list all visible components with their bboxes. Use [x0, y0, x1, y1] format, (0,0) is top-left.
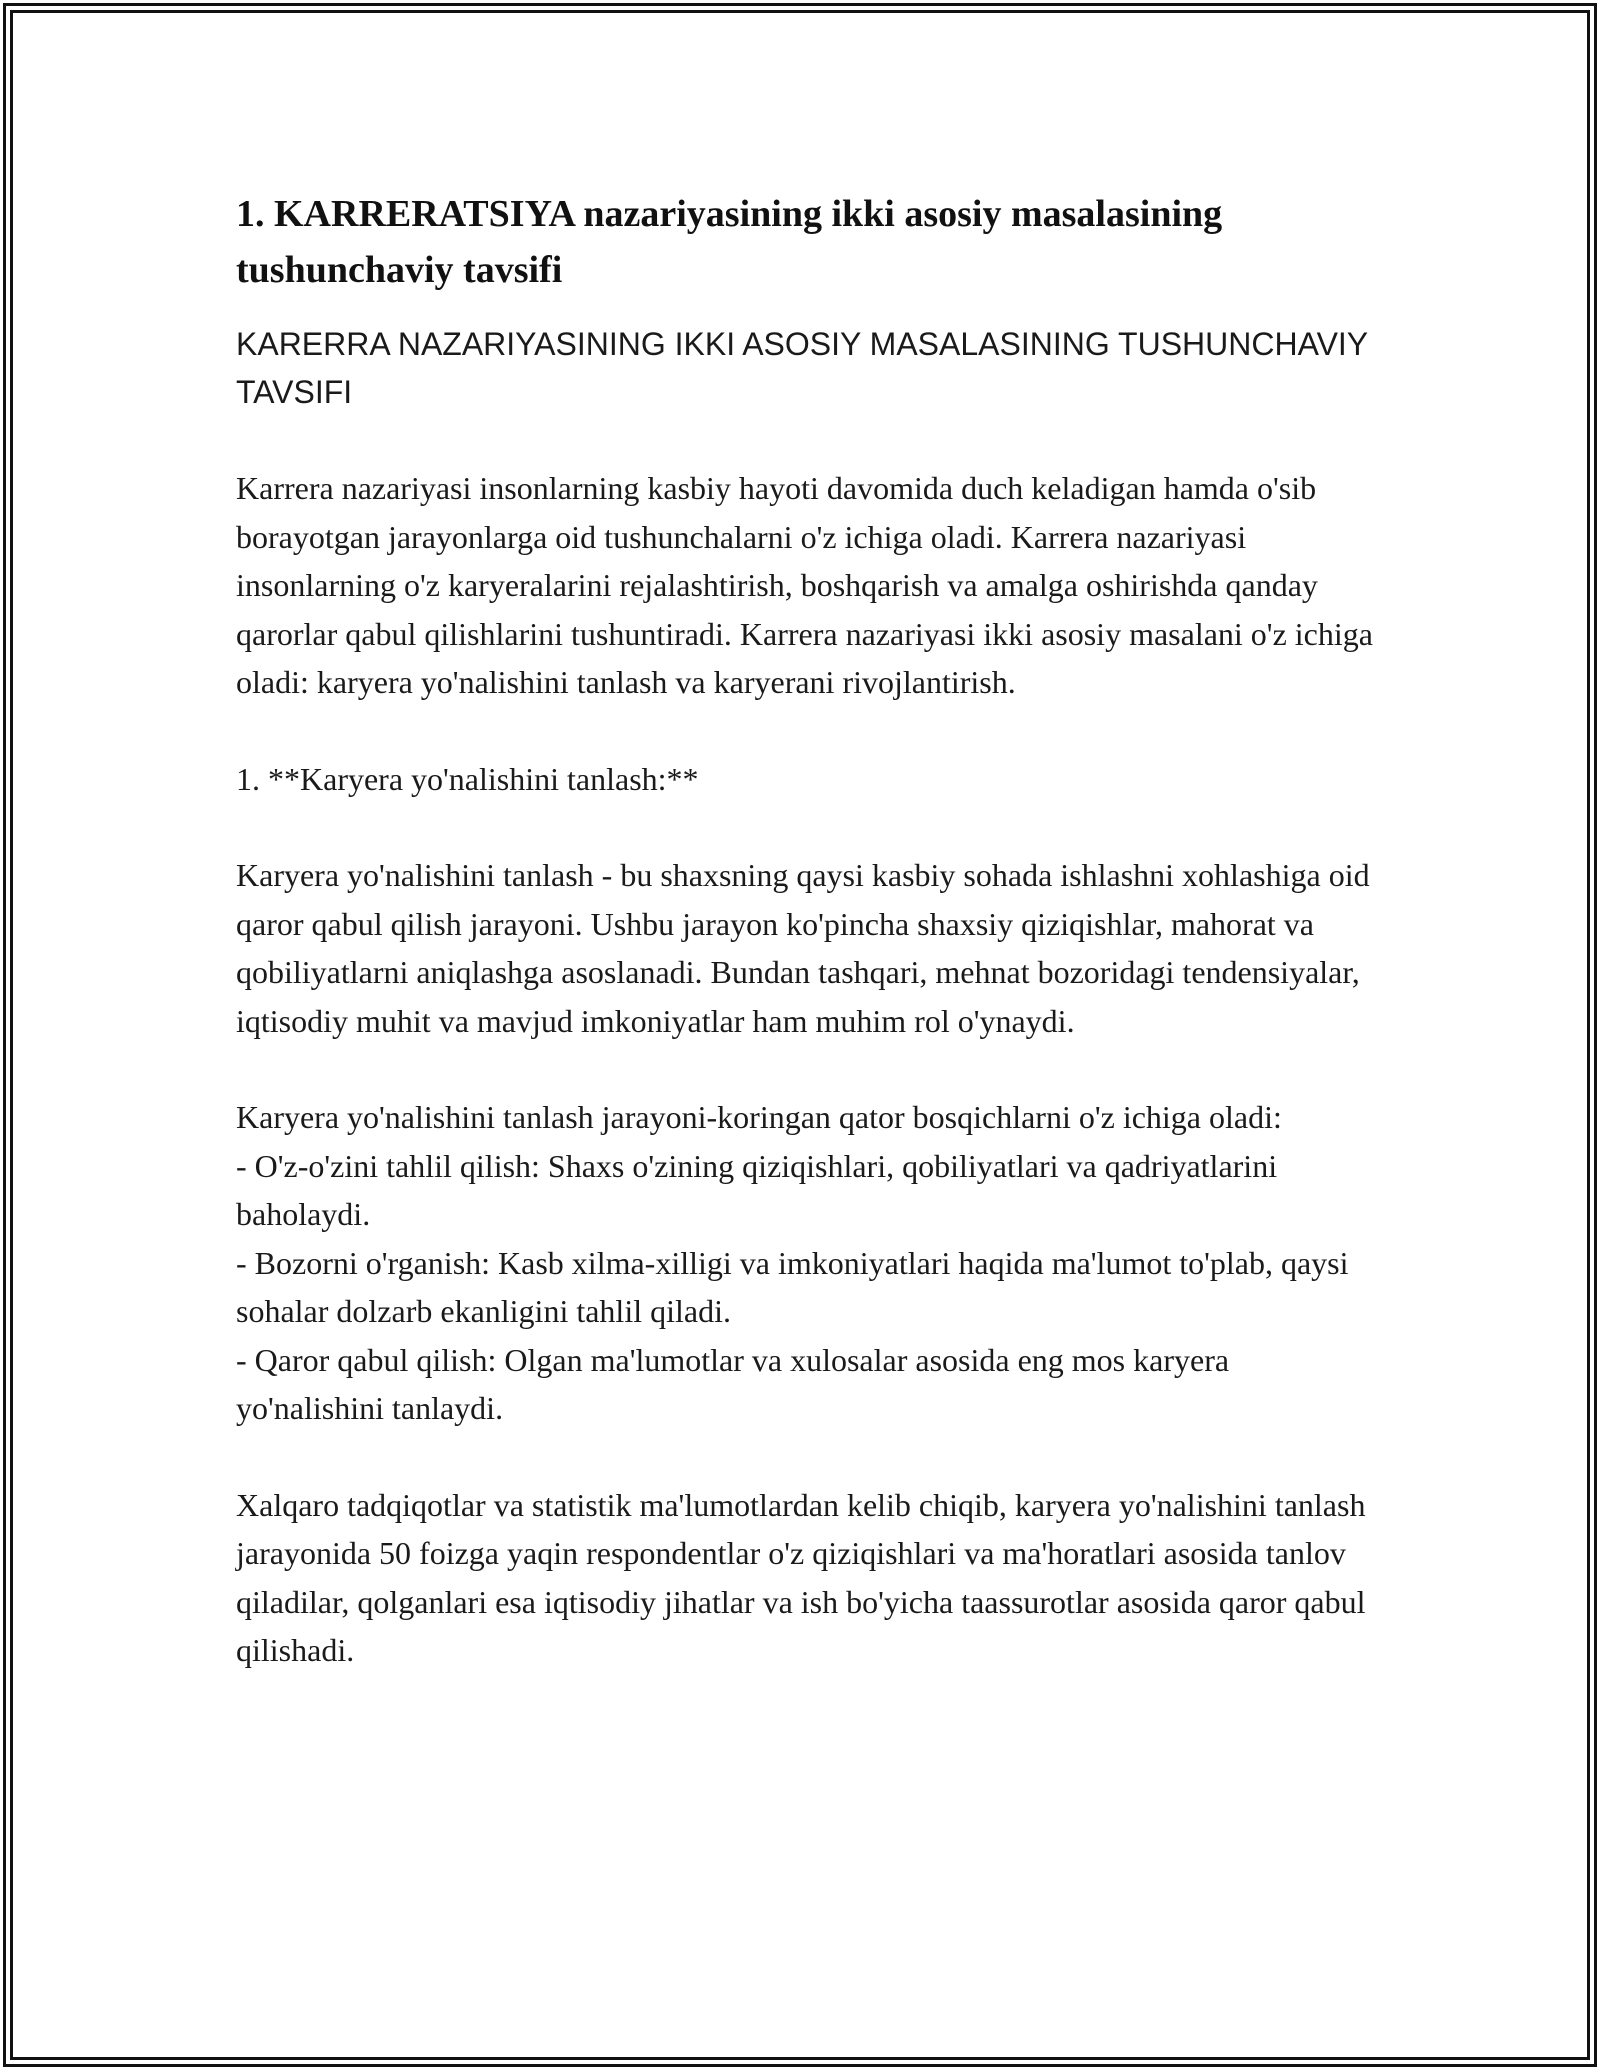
closing-paragraph: Xalqaro tadqiqotlar va statistik ma'lumotlardan kelib chiqib, karyera yo'nalishini tanlash jarayonida 50 foizga yaqin respondentlar o'z qiziqishlari va ma'horatlari asosida tanlov qiladilar, qolganlari esa iqtisodiy jihatlar va ish bo'yicha taassurotlar asosida qaror qabul qilishadi. — [236, 1486, 1366, 1668]
list-item: - Qaror qabul qilish: Olgan ma'lumotlar va xulosalar asosida eng mos karyera yo'nalishini tanlaydi. — [236, 1341, 1230, 1426]
document-body — [236, 186, 1376, 1723]
steps-list — [236, 1142, 1376, 1433]
steps-intro: Karyera yo'nalishini tanlash jarayoni-koringan qator bosqichlarni o'z ichiga oladi: — [236, 1099, 1282, 1135]
document-subtitle: KARERRA NAZARIYASINING IKKI ASOSIY MASALASINING TUSHUNCHAVIY TAVSIFI — [236, 326, 1368, 410]
section-paragraph: Karyera yo'nalishini tanlash - bu shaxsning qaysi kasbiy sohada ishlashni xohlashiga oid qaror qabul qilish jarayoni. Ushbu jarayon ko'pincha shaxsiy qiziqishlar, mahorat va qobiliyatlarni aniqlashga asoslanadi. Bundan tashqari, mehnat bozoridagi tendensiyalar, iqtisodiy muhit va mavjud imkoniyatlar ham muhim rol o'ynaydi. — [236, 857, 1370, 1039]
section-heading: 1. **Karyera yo'nalishini tanlash:** — [236, 760, 699, 797]
list-item: - Bozorni o'rganish: Kasb xilma-xilligi va imkoniyatlari haqida ma'lumot to'plab, qaysi sohalar dolzarb ekanligini tahlil qiladi. — [236, 1244, 1349, 1329]
document-title: 1. KARRERATSIYA nazariyasining ikki asosiy masalasining tushunchaviy tavsifi — [236, 193, 1223, 291]
intro-paragraph: Karrera nazariyasi insonlarning kasbiy hayoti davomida duch keladigan hamda o'sib borayotgan jarayonlarga oid tushunchalarni o'z ichiga oladi. Karrera nazariyasi insonlarning o'z karyeralarini rejalashtirish, boshqarish va amalga oshirishda qanday qarorlar qabul qilishlarini tushuntiradi. Karrera nazariyasi ikki asosiy masalani o'z ichiga oladi: karyera yo'nalishini tanlash va karyerani rivojlantirish. — [236, 470, 1373, 700]
list-item: - O'z-o'zini tahlil qilish: Shaxs o'zining qiziqishlari, qobiliyatlari va qadriyatlarini baholaydi. — [236, 1147, 1278, 1232]
